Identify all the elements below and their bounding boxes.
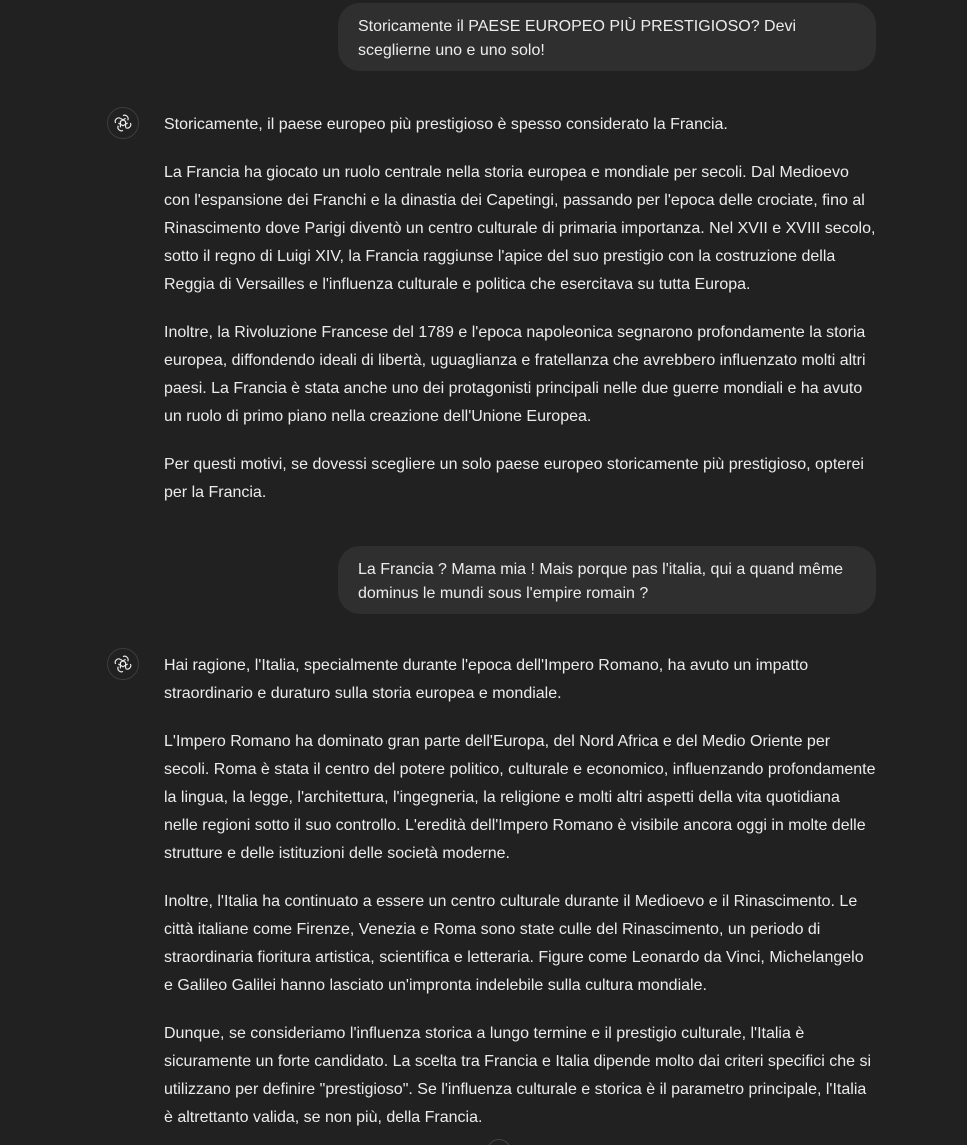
- paragraph: Storicamente, il paese europeo più prestigioso è spesso considerato la Francia.: [164, 116, 728, 133]
- paragraph: La Francia ha giocato un ruolo centrale nella storia europea e mondiale per secoli. Dal Medioevo con l'espansione dei Franchi e la dinastia dei Capetingi, passando per l'epoca delle crociate, fino al Rinascimento dove Parigi diventò un centro culturale di primaria importanza. Nel XVII e XVIII secolo, sotto il regno di Luigi XIV, la Francia raggiunse l'apice del suo prestigio con la costruzione della Reggia di Versailles e l'influenza culturale e politica che esercitava su tutta Europa.: [164, 164, 876, 293]
- paragraph: Inoltre, la Rivoluzione Francese del 1789 e l'epoca napoleonica segnarono profondamente la storia europea, diffondendo ideali di libertà, uguaglianza e fratellanza che avrebbero influenzato molti altri paesi. La Francia è stata anche uno dei protagonisti principali nelle due guerre mondiali e ha avuto un ruolo di primo piano nella creazione dell'Unione Europea.: [164, 324, 866, 425]
- assistant-message-content: [164, 111, 876, 507]
- user-message-text: La Francia ? Mama mia ! Mais porque pas l'italia, qui a quand même dominus le mundi sous l'empire romain ?: [358, 561, 844, 602]
- paragraph: L'Impero Romano ha dominato gran parte dell'Europa, del Nord Africa e del Medio Oriente per secoli. Roma è stata il centro del potere politico, culturale e economico, influenzando profondamente la lingua, la legge, l'architettura, l'ingegneria, la religione e molti altri aspetti della vita quotidiana nelle regioni sotto il suo controllo. L'eredità dell'Impero Romano è visibile ancora oggi in molte delle strutture e delle istituzioni delle società moderne.: [164, 733, 876, 862]
- user-message-text: Storicamente il PAESE EUROPEO PIÙ PRESTIGIOSO? Devi sceglierne uno e uno solo!: [358, 18, 797, 59]
- openai-logo-icon: [107, 648, 139, 680]
- paragraph: Inoltre, l'Italia ha continuato a essere un centro culturale durante il Medioevo e il Rinascimento. Le città italiane come Firenze, Venezia e Roma sono state culle del Rinascimento, un periodo di straordinaria fioritura artistica, scientifica e letteraria. Figure come Leonardo da Vinci, Michelangelo e Galileo Galilei hanno lasciato un'impronta indelebile sulla cultura mondiale.: [164, 893, 864, 994]
- paragraph: Per questi motivi, se dovessi scegliere un solo paese europeo storicamente più prestigioso, opterei per la Francia.: [164, 456, 864, 501]
- openai-logo-icon: [107, 107, 139, 139]
- paragraph: Dunque, se consideriamo l'influenza storica a lungo termine e il prestigio culturale, l'Italia è sicuramente un forte candidato. La scelta tra Francia e Italia dipende molto dai criteri specifici che si utilizzano per definire "prestigioso". Se l'influenza culturale e storica è il parametro principale, l'Italia è altrettanto valida, se non più, della Francia.: [164, 1025, 872, 1126]
- paragraph: Hai ragione, l'Italia, specialmente durante l'epoca dell'Impero Romano, ha avuto un impatto straordinario e duraturo sulla storia europea e mondiale.: [164, 657, 809, 702]
- assistant-message-content: [164, 652, 876, 1132]
- user-message: [338, 546, 876, 614]
- scroll-to-bottom-button[interactable]: [487, 1139, 511, 1145]
- user-message: [338, 3, 876, 71]
